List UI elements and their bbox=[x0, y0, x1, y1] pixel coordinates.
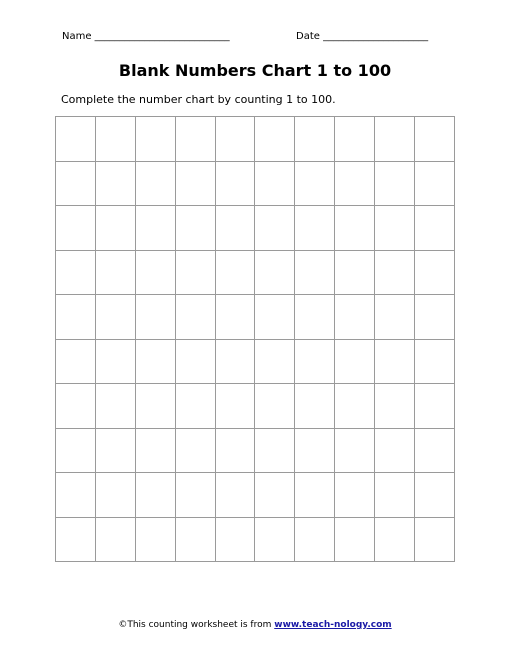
grid-cell bbox=[215, 384, 255, 429]
grid-cell bbox=[95, 473, 135, 518]
grid-cell bbox=[95, 339, 135, 384]
grid-cell bbox=[175, 473, 215, 518]
grid-cell bbox=[295, 161, 335, 206]
grid-cell bbox=[215, 250, 255, 295]
grid-cell bbox=[135, 517, 175, 562]
grid-cell bbox=[175, 295, 215, 340]
grid-row bbox=[56, 161, 455, 206]
grid-cell bbox=[375, 295, 415, 340]
grid-cell bbox=[56, 517, 96, 562]
grid-cell bbox=[215, 517, 255, 562]
grid-row bbox=[56, 339, 455, 384]
grid-cell bbox=[415, 517, 455, 562]
grid-cell bbox=[335, 117, 375, 162]
grid-cell bbox=[255, 339, 295, 384]
grid-cell bbox=[375, 428, 415, 473]
grid-cell bbox=[175, 384, 215, 429]
grid-cell bbox=[295, 384, 335, 429]
grid-cell bbox=[255, 384, 295, 429]
grid-cell bbox=[375, 384, 415, 429]
grid-cell bbox=[415, 117, 455, 162]
grid-row bbox=[56, 117, 455, 162]
grid-cell bbox=[56, 384, 96, 429]
grid-cell bbox=[255, 117, 295, 162]
grid-cell bbox=[95, 384, 135, 429]
worksheet-title: Blank Numbers Chart 1 to 100 bbox=[118, 61, 392, 80]
grid-cell bbox=[295, 117, 335, 162]
grid-cell bbox=[375, 161, 415, 206]
grid-cell bbox=[375, 517, 415, 562]
grid-cell bbox=[335, 428, 375, 473]
grid-cell bbox=[56, 161, 96, 206]
name-line: Name ___________________________ bbox=[62, 31, 230, 42]
grid-cell bbox=[415, 384, 455, 429]
grid-cell bbox=[215, 161, 255, 206]
grid-cell bbox=[56, 339, 96, 384]
grid-row bbox=[56, 384, 455, 429]
grid-cell bbox=[335, 339, 375, 384]
grid-cell bbox=[335, 206, 375, 251]
grid-cell bbox=[56, 117, 96, 162]
grid-cell bbox=[255, 161, 295, 206]
grid-cell bbox=[135, 428, 175, 473]
grid-cell bbox=[95, 161, 135, 206]
grid-cell bbox=[215, 339, 255, 384]
number-chart-grid bbox=[55, 116, 455, 562]
grid-cell bbox=[56, 473, 96, 518]
grid-cell bbox=[295, 250, 335, 295]
grid-cell bbox=[215, 206, 255, 251]
grid-cell bbox=[335, 384, 375, 429]
grid-cell bbox=[135, 384, 175, 429]
grid-cell bbox=[215, 473, 255, 518]
grid-cell bbox=[335, 517, 375, 562]
grid-cell bbox=[375, 473, 415, 518]
grid-cell bbox=[415, 339, 455, 384]
grid-cell bbox=[295, 473, 335, 518]
grid-cell bbox=[175, 117, 215, 162]
footer-link[interactable]: www.teach-nology.com bbox=[274, 620, 392, 630]
grid-cell bbox=[135, 473, 175, 518]
grid-cell bbox=[95, 295, 135, 340]
grid-cell bbox=[175, 517, 215, 562]
grid-cell bbox=[415, 250, 455, 295]
instructions-text: Complete the number chart by counting 1 to 100. bbox=[61, 93, 336, 106]
grid-cell bbox=[375, 206, 415, 251]
grid-cell bbox=[295, 517, 335, 562]
grid-cell bbox=[375, 250, 415, 295]
grid-cell bbox=[255, 206, 295, 251]
grid-cell bbox=[135, 117, 175, 162]
grid-row bbox=[56, 428, 455, 473]
grid-cell bbox=[135, 206, 175, 251]
grid-cell bbox=[135, 161, 175, 206]
grid-row bbox=[56, 250, 455, 295]
footer-credit bbox=[0, 619, 510, 631]
grid-cell bbox=[335, 161, 375, 206]
grid-cell bbox=[175, 339, 215, 384]
grid-cell bbox=[335, 295, 375, 340]
grid-cell bbox=[95, 117, 135, 162]
grid-cell bbox=[295, 206, 335, 251]
grid-cell bbox=[175, 206, 215, 251]
grid-cell bbox=[215, 117, 255, 162]
grid-cell bbox=[56, 428, 96, 473]
grid-cell bbox=[215, 295, 255, 340]
grid-cell bbox=[375, 339, 415, 384]
grid-cell bbox=[255, 250, 295, 295]
grid-cell bbox=[415, 428, 455, 473]
grid-cell bbox=[335, 473, 375, 518]
grid-cell bbox=[375, 117, 415, 162]
grid-cell bbox=[415, 206, 455, 251]
grid-cell bbox=[95, 250, 135, 295]
grid-cell bbox=[135, 295, 175, 340]
grid-cell bbox=[295, 339, 335, 384]
grid-cell bbox=[135, 250, 175, 295]
grid-cell bbox=[415, 473, 455, 518]
grid-row bbox=[56, 295, 455, 340]
grid-row bbox=[56, 206, 455, 251]
grid-cell bbox=[95, 206, 135, 251]
grid-cell bbox=[295, 295, 335, 340]
grid-cell bbox=[255, 428, 295, 473]
grid-cell bbox=[175, 428, 215, 473]
grid-cell bbox=[56, 295, 96, 340]
grid-cell bbox=[95, 517, 135, 562]
grid-cell bbox=[56, 206, 96, 251]
grid-cell bbox=[56, 250, 96, 295]
grid-cell bbox=[295, 428, 335, 473]
grid-cell bbox=[415, 161, 455, 206]
grid-cell bbox=[335, 250, 375, 295]
footer-text: ©This counting worksheet is from bbox=[118, 620, 275, 630]
grid-row bbox=[56, 517, 455, 562]
grid-cell bbox=[135, 339, 175, 384]
grid-cell bbox=[255, 295, 295, 340]
grid-cell bbox=[255, 517, 295, 562]
grid-cell bbox=[175, 250, 215, 295]
grid-row bbox=[56, 473, 455, 518]
grid-cell bbox=[95, 428, 135, 473]
grid-cell bbox=[215, 428, 255, 473]
grid-cell bbox=[175, 161, 215, 206]
grid-cell bbox=[415, 295, 455, 340]
grid-cell bbox=[255, 473, 295, 518]
date-line: Date _____________________ bbox=[296, 31, 429, 42]
